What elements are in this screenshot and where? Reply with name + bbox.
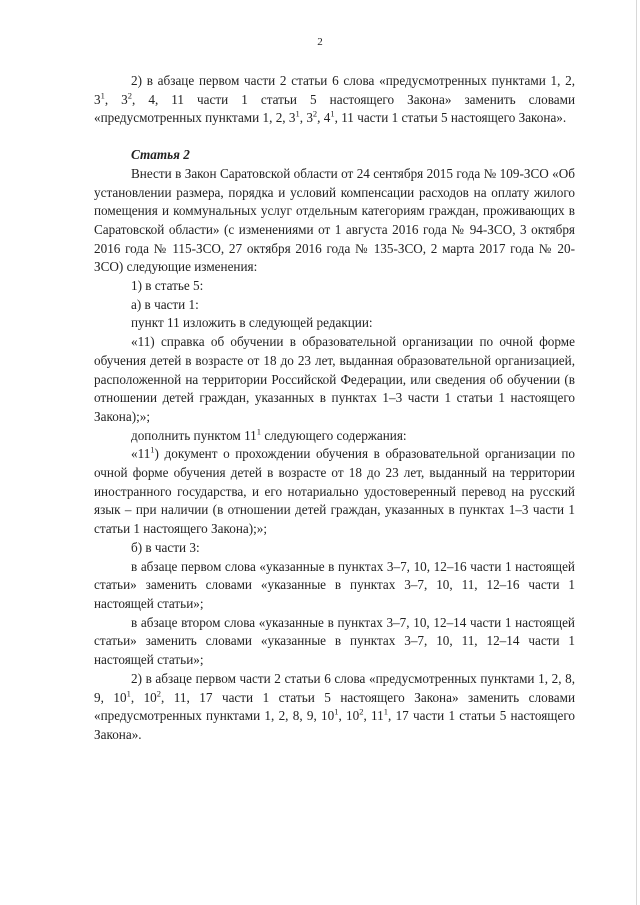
paragraph-art2-item1: 1) в статье 5: [131,278,204,294]
paragraph-art2-item2: 2) в абзаце первом части 2 статьи 6 слова «предусмотренных пунктами 1, 2, 8, 9, $10^1$, $10^2$, 11, 17 части 1 статьи 5 настоящего Закона» заменить словами «предусмотренных пунктами 1, 2, 8, 9, $10^1$, $10^2$, $11^1$, 17 части 1 статьи 5 настоящего Закона». [94,670,575,742]
paragraph-art2-b-par1: в абзаце первом слова «указанные в пунктах 3–7, 10, 12–16 части 1 настоящей статьи» заменить словами «указанные в пунктах 3–7, 10, 11, 12–16 части 1 настоящей статьи»; [94,558,575,611]
paragraph-art2-b-par2: в абзаце втором слова «указанные в пунктах 3–7, 10, 12–14 части 1 настоящей статьи» заменить словами «указанные в пунктах 3–7, 10, 11, 12–14 части 1 настоящей статьи»; [94,614,575,668]
paragraph-art2-intro: Внести в Закон Саратовской области от 24 сентября 2015 года № 109-ЗСО «Об установлении размера, порядка и условий компенсации расходов на оплату жилого помещения и коммунальных услуг отдельным категориям граждан, проживающих в Саратовской области» (с изменениями от 1 августа 2016 года № 94-ЗСО, 3 октября 2016 года № 115-ЗСО, 27 октября 2016 года № 135-ЗСО, 2 марта 2017 года № 20-ЗСО) следующие изменения: [94,165,575,275]
page-number: 2 [317,36,323,48]
page-edge-line [636,0,637,905]
paragraph-art2-item1-a: а) в части 1: [131,296,199,312]
paragraph-art2-p11-1-intro: дополнить пунктом $11^1$ следующего содержания: [131,426,407,443]
paragraph-art2-p11-text: «11) справка об обучении в образовательной организации по очной форме обучения детей в возрасте от 18 до 23 лет, выданная образовательной организацией, расположенной на территории Российской Федерации, или сведения об обучении (в отношении детей граждан, указанных в пунктах 1–3 части 1 статьи 1 настоящего Закона);»; [94,334,575,424]
paragraph-art2-item1-b: б) в части 3: [131,539,200,555]
document-body [94,72,575,745]
paragraph-article-2-heading: Статья 2 [131,147,190,163]
paragraph-art1-item2: 2) в абзаце первом части 2 статьи 6 слова «предусмотренных пунктами 1, 2, $3^1$, $3^2$, 4, 11 части 1 статьи 5 настоящего Закона» заменить словами «предусмотренных пунктами 1, 2, $3^1$, $3^2$, $4^1$, 11 части 1 статьи 5 настоящего Закона». [94,73,575,126]
paragraph-art2-p11-intro: пункт 11 изложить в следующей редакции: [131,315,373,331]
paragraph-art2-p11-1-text: «$11^1$) документ о прохождении обучения в образовательной организации по очной форме обучения детей в возрасте от 18 до 23 лет, выданный на территории иностранного государства, и его нотариально удостоверенный перевод на русский язык – при наличии (в отношении детей граждан, указанных в пунктах 1–3 части 1 статьи 1 настоящего Закона);»; [94,444,575,537]
